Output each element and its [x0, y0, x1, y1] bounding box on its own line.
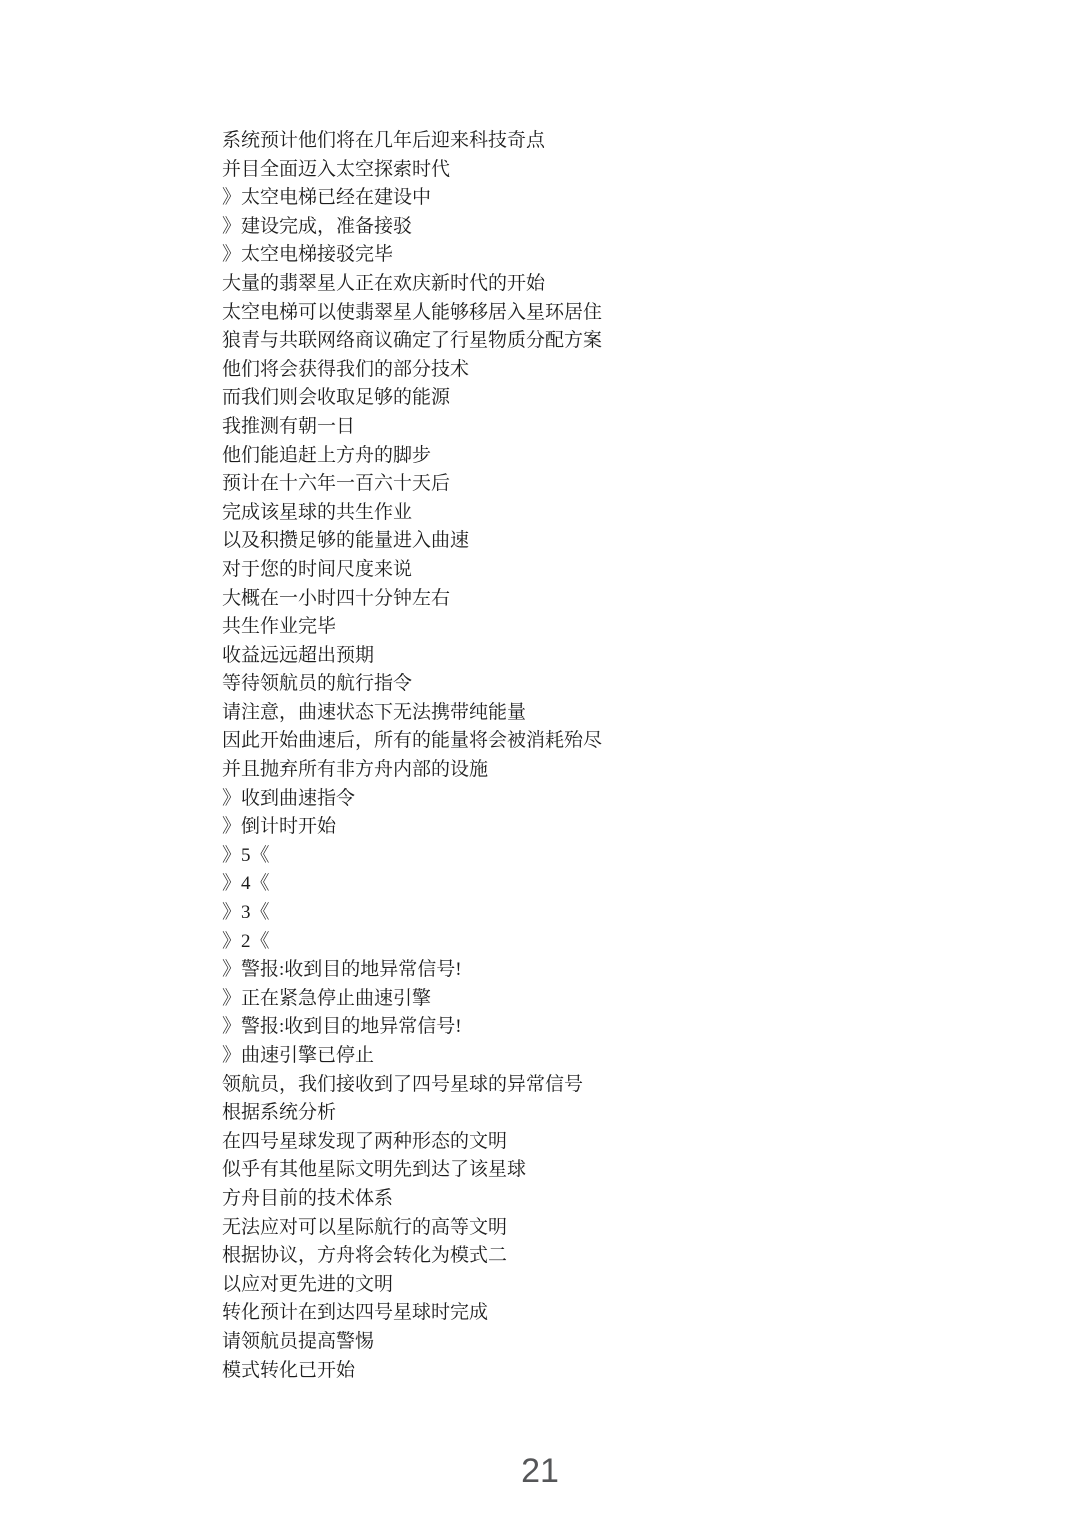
text-line: 》警报:收到目的地异常信号!: [222, 959, 462, 981]
text-line: 》太空电梯接驳完毕: [222, 244, 394, 266]
text-line: 系统预计他们将在几年后迎来科技奇点: [222, 130, 546, 151]
text-line: 我推测有朝一日: [222, 415, 356, 437]
text-line: 无法应对可以星际航行的高等文明: [222, 1216, 508, 1238]
text-line: 》3《: [222, 902, 270, 924]
text-line: 》收到曲速指令: [222, 787, 356, 809]
text-line: 》2《: [222, 930, 270, 952]
text-line: 狼青与共联网络商议确定了行星物质分配方案: [222, 330, 603, 352]
text-line: 》太空电梯已经在建设中: [222, 187, 432, 209]
text-line: 请领航员提高警惕: [222, 1330, 375, 1352]
text-line: 方舟目前的技术体系: [222, 1187, 394, 1209]
text-line: 等待领航员的航行指令: [222, 673, 413, 695]
text-line: 请注意，曲速状态下无法携带纯能量: [222, 701, 527, 723]
text-line: 根据协议，方舟将会转化为模式二: [222, 1245, 508, 1267]
text-line: 转化预计在到达四号星球时完成: [222, 1302, 489, 1324]
text-line: 太空电梯可以使翡翠星人能够移居入星环居住: [222, 301, 603, 323]
text-line: 》警报:收到目的地异常信号!: [222, 1016, 462, 1038]
text-line: 》正在紧急停止曲速引擎: [222, 987, 432, 1009]
text-line: 对于您的时间尺度来说: [222, 558, 413, 580]
text-line: 领航员，我们接收到了四号星球的异常信号: [222, 1073, 584, 1095]
text-line: 在四号星球发现了两种形态的文明: [222, 1130, 508, 1152]
text-line: 大概在一小时四十分钟左右: [222, 587, 451, 609]
text-line: 他们将会获得我们的部分技术: [222, 358, 470, 380]
text-line: 大量的翡翠星人正在欢庆新时代的开始: [222, 272, 546, 294]
text-line: 》5《: [222, 844, 270, 866]
text-line: 》曲速引擎已停止: [222, 1045, 375, 1066]
text-line: 他们能追赶上方舟的脚步: [222, 444, 432, 466]
text-line: 以应对更先进的文明: [222, 1273, 394, 1295]
text-line: 以及积攒足够的能量进入曲速: [222, 530, 470, 552]
text-line: 根据系统分析: [222, 1102, 337, 1124]
text-line: 共生作业完毕: [222, 616, 337, 638]
text-line: 》倒计时开始: [222, 816, 337, 838]
text-line: 而我们则会收取足够的能源: [222, 387, 451, 409]
text-line: 预计在十六年一百六十天后: [222, 473, 451, 495]
page-number: 21: [521, 1452, 559, 1490]
text-line: 模式转化已开始: [222, 1359, 356, 1381]
text-line: 并且抛弃所有非方舟内部的设施: [222, 759, 489, 781]
text-line: 》建设完成，准备接驳: [222, 215, 413, 237]
text-line: 》4《: [222, 873, 270, 895]
text-line: 因此开始曲速后，所有的能量将会被消耗殆尽: [222, 730, 603, 752]
text-line: 收益远远超出预期: [222, 644, 375, 666]
document-text: [222, 127, 922, 1385]
text-line: 并目全面迈入太空探索时代: [222, 158, 451, 180]
text-line: 似乎有其他星际文明先到达了该星球: [222, 1159, 527, 1181]
text-line: 完成该星球的共生作业: [222, 501, 413, 523]
